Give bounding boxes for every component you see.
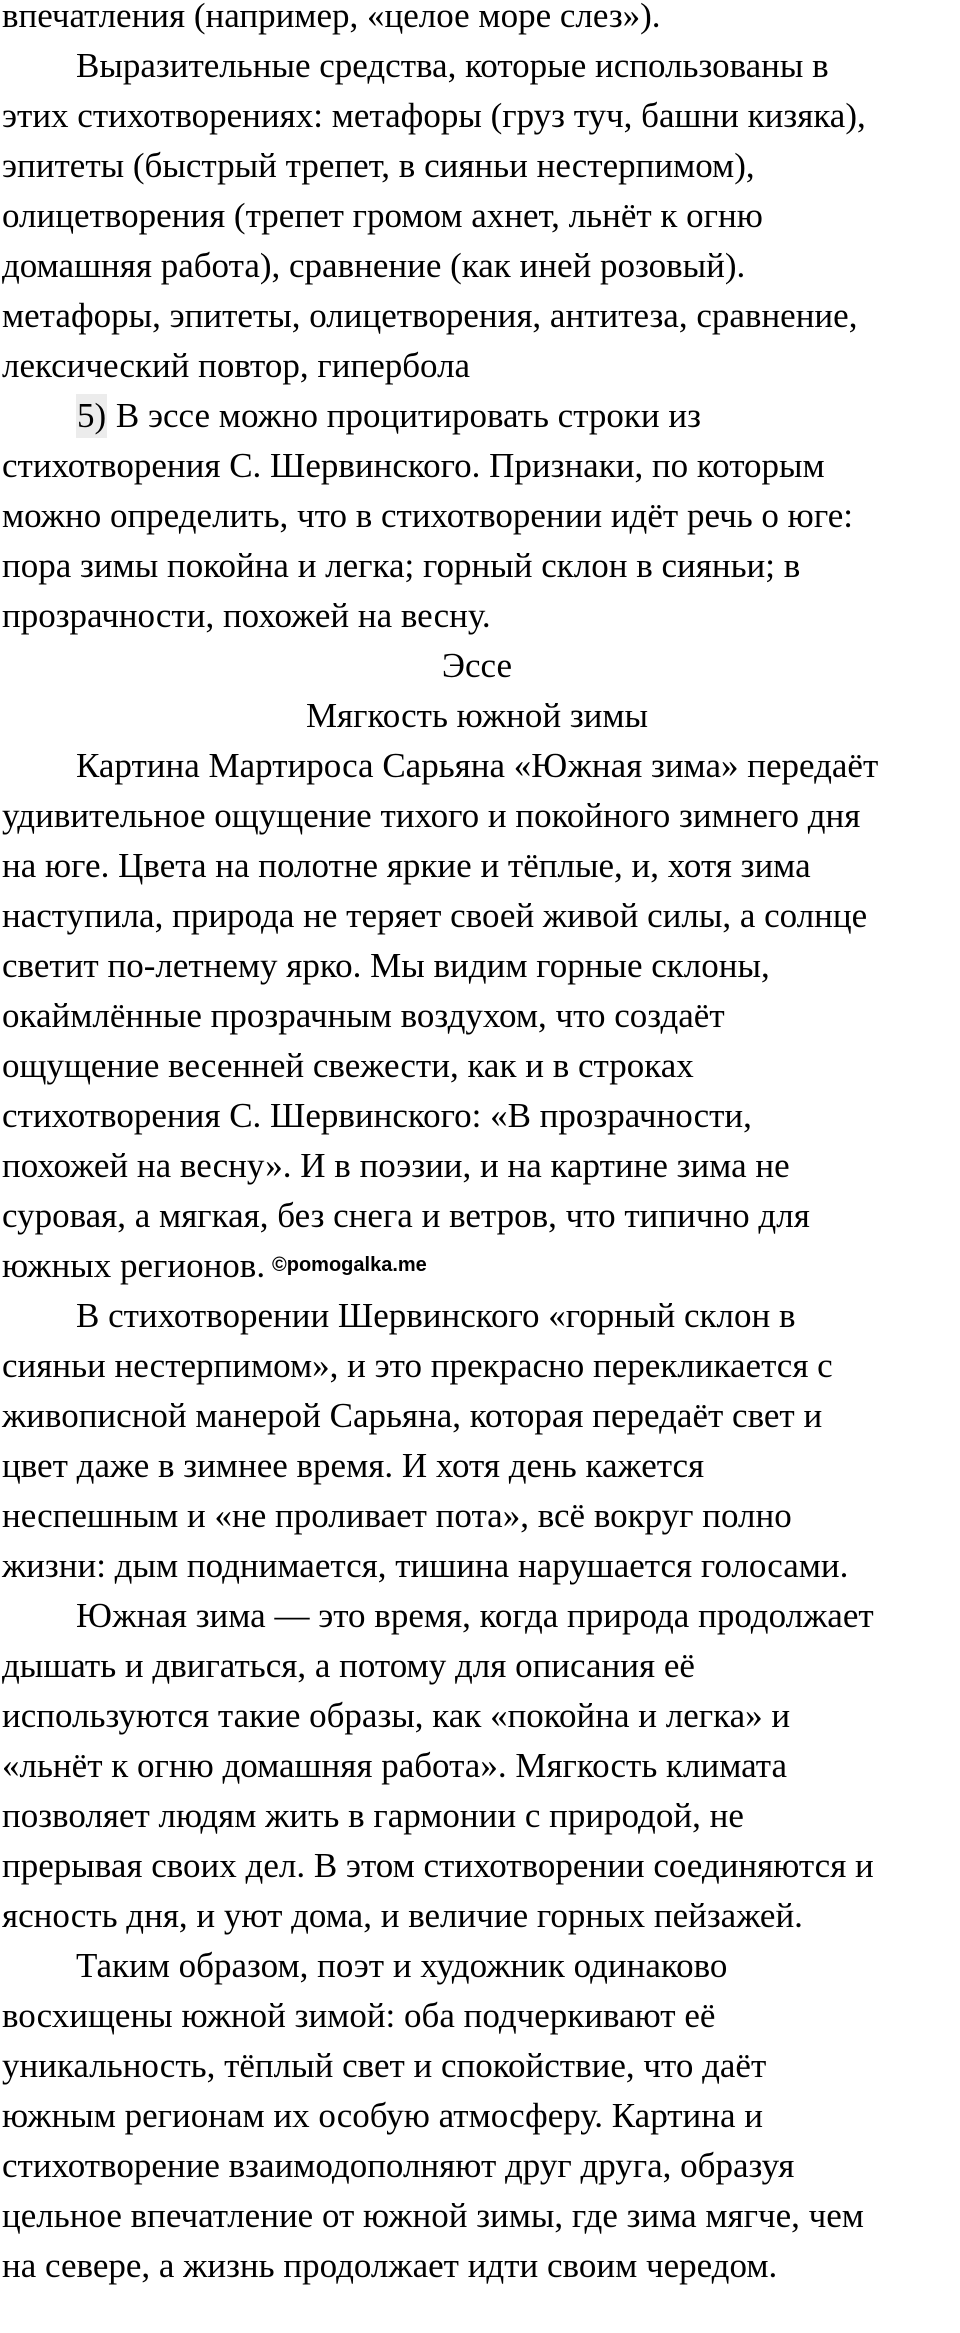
text-line: стихотворение взаимодополняют друг друга, образуя — [2, 2146, 795, 2185]
text-line: Южная зима — это время, когда природа продолжает — [76, 1596, 874, 1635]
text-line: прозрачности, похожей на весну. — [2, 596, 491, 635]
text-line: ощущение весенней свежести, как и в строках — [2, 1046, 694, 1085]
text-line: «льнёт к огню домашняя работа». Мягкость климата — [2, 1746, 788, 1785]
text-line: похожей на весну». И в поэзии, и на картине зима не — [2, 1146, 790, 1185]
text-line: впечатления (например, «целое море слез»). — [2, 0, 661, 35]
text-line: Таким образом, поэт и художник одинаково — [76, 1946, 728, 1985]
text-line: окаймлённые прозрачным воздухом, что создаёт — [2, 996, 725, 1035]
essay-title: Мягкость южной зимы — [305, 696, 649, 735]
text-line: суровая, а мягкая, без снега и ветров, что типично для — [2, 1196, 810, 1235]
essay-paragraph-4 — [2, 1941, 960, 2291]
text-line: светит по-летнему ярко. Мы видим горные склоны, — [2, 946, 770, 985]
text-line: удивительное ощущение тихого и покойного зимнего дня — [2, 796, 861, 835]
text-line: цельное впечатление от южной зимы, где зима мягче, чем — [2, 2196, 864, 2235]
text-line: лексический повтор, гипербола — [2, 346, 471, 385]
essay-paragraph-3 — [2, 1591, 960, 1941]
text-line: пора зимы покойна и легка; горный склон в сияньи; в — [2, 546, 801, 585]
essay-paragraph-1 — [2, 741, 960, 1291]
text-line: прерывая своих дел. В этом стихотворении соединяются и — [2, 1846, 874, 1885]
text-line: дышать и двигаться, а потому для описания её — [2, 1646, 695, 1685]
text-line: на севере, а жизнь продолжает идти своим чередом. — [2, 2246, 778, 2285]
task-number: 5) — [76, 394, 107, 438]
text-line: южным регионам их особую атмосферу. Картина и — [2, 2096, 764, 2135]
expressive-devices-paragraph — [2, 41, 960, 391]
text-line: В стихотворении Шервинского «горный склон в — [76, 1296, 796, 1335]
essay-heading: Эссе — [441, 646, 513, 685]
text-line: неспешным и «не проливает пота», всё вокруг полно — [2, 1496, 792, 1535]
text-line: жизни: дым поднимается, тишина нарушается голосами. — [2, 1546, 849, 1585]
text-line: домашняя работа), сравнение (как иней розовый). — [2, 246, 746, 285]
text-line: стихотворения С. Шервинского. Признаки, по которым — [2, 446, 825, 485]
text-line: стихотворения С. Шервинского: «В прозрачности, — [2, 1096, 752, 1135]
text-line: используются такие образы, как «покойна и легка» и — [2, 1696, 791, 1735]
text-line — [2, 391, 960, 441]
task-5-first-line-text: В эссе можно процитировать строки из — [107, 396, 701, 435]
text-line: наступила, природа не теряет своей живой силы, а солнце — [2, 896, 868, 935]
text-line: метафоры, эпитеты, олицетворения, антитеза, сравнение, — [2, 296, 858, 335]
text-line: олицетворения (трепет громом ахнет, льнёт к огню — [2, 196, 763, 235]
text-line: эпитеты (быстрый трепет, в сияньи нестерпимом), — [2, 146, 755, 185]
text-line: позволяет людям жить в гармонии с природой, не — [2, 1796, 744, 1835]
text-line: восхищены южной зимой: оба подчеркивают её — [2, 1996, 716, 2035]
text-line: уникальность, тёплый свет и спокойствие, что даёт — [2, 2046, 767, 2085]
essay-paragraph-2 — [2, 1291, 960, 1591]
text-line: можно определить, что в стихотворении идёт речь о юге: — [2, 496, 853, 535]
intro-paragraph — [2, 0, 960, 41]
text-line: сияньи нестерпимом», и это прекрасно перекликается с — [2, 1346, 833, 1385]
text-line: живописной манерой Сарьяна, которая передаёт свет и — [2, 1396, 823, 1435]
text-line: этих стихотворениях: метафоры (груз туч, башни кизяка), — [2, 96, 866, 135]
text-line: Картина Мартироса Сарьяна «Южная зима» передаёт — [76, 746, 879, 785]
text-line: южных регионов. — [2, 1246, 266, 1285]
text-line: Выразительные средства, которые использованы в — [76, 46, 829, 85]
text-line: на юге. Цвета на полотне яркие и тёплые, и, хотя зима — [2, 846, 811, 885]
text-line: цвет даже в зимнее время. И хотя день кажется — [2, 1446, 705, 1485]
watermark: ©pomogalka.me — [272, 1254, 427, 1276]
text-line: ясность дня, и уют дома, и величие горных пейзажей. — [2, 1896, 803, 1935]
task-5-paragraph — [2, 391, 960, 641]
